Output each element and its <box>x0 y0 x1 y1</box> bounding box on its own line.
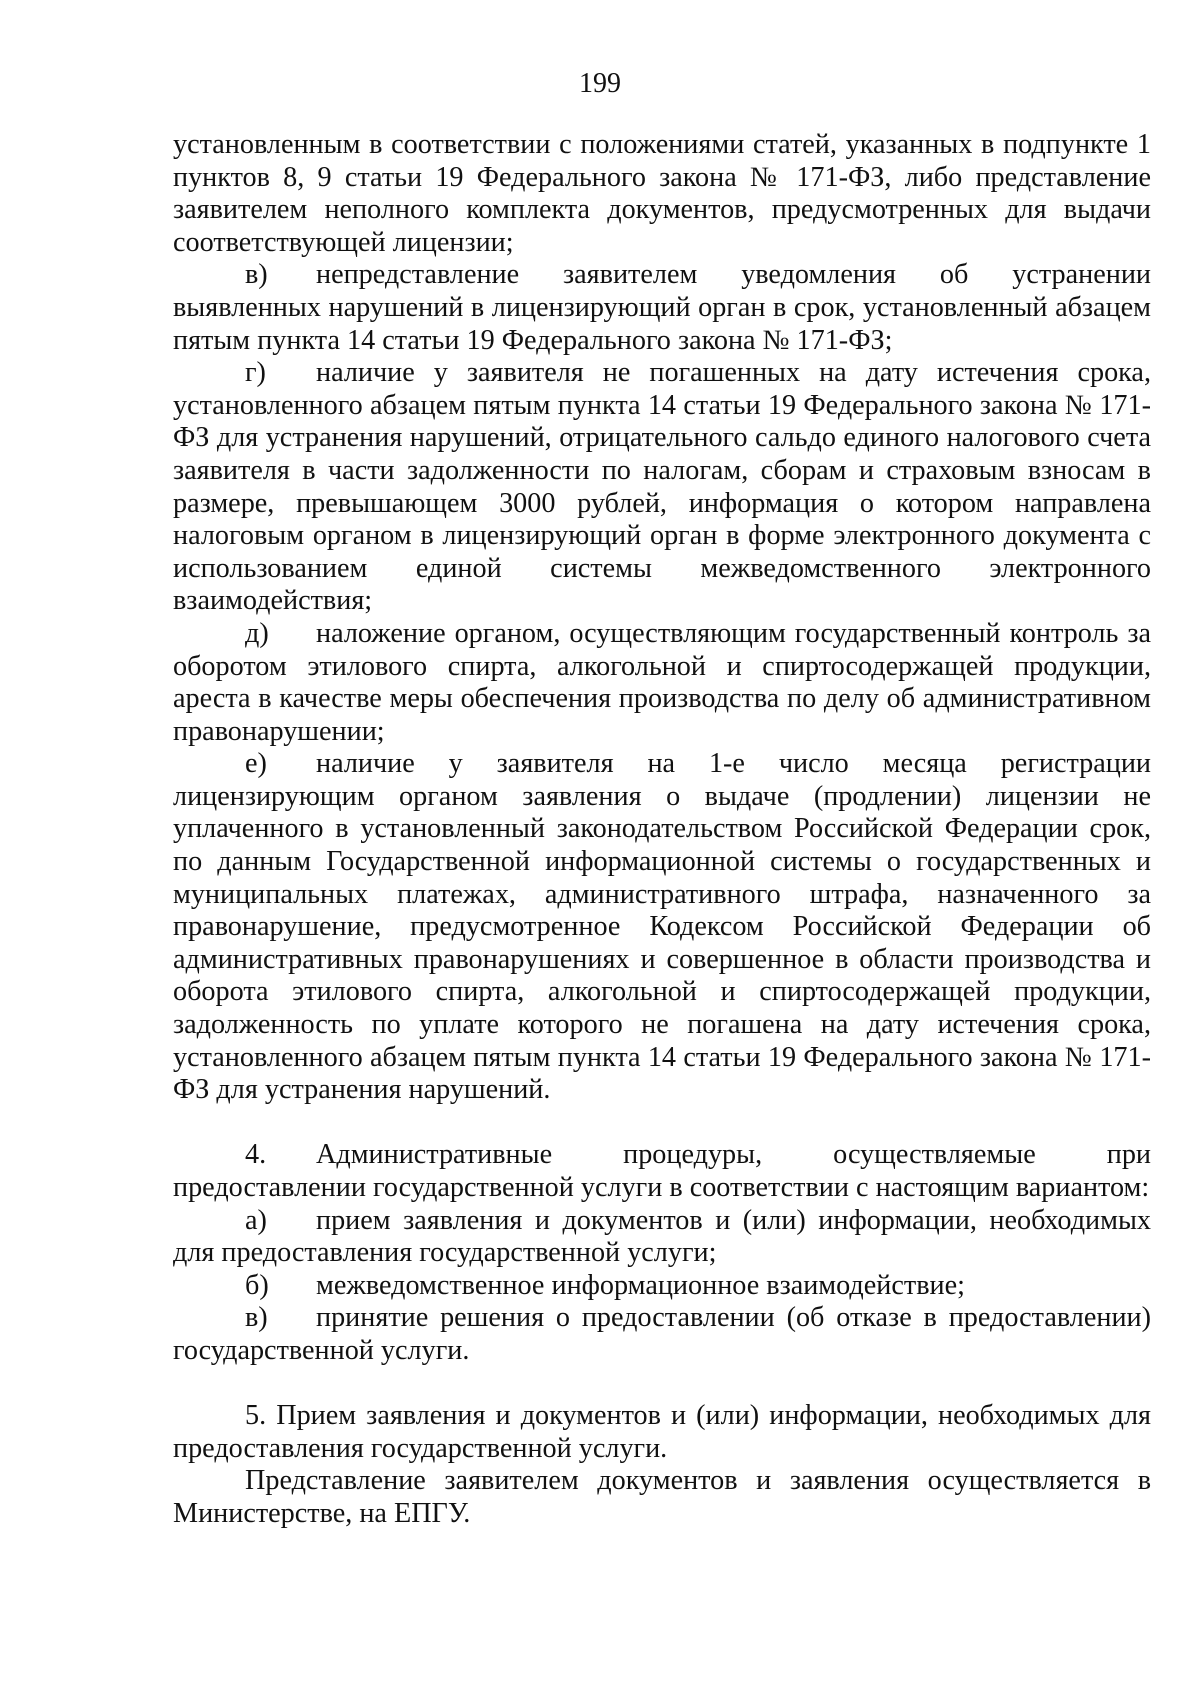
list-item-b <box>173 1270 1151 1303</box>
paragraph-text: непредставление заявителем уведомления об устранении выявленных нарушений в лицензирующий орган в срок, установленный абзацем пятым пункта 14 статьи 19 Федерального закона № 171-ФЗ; <box>173 259 1151 356</box>
blank-line <box>173 1368 1151 1401</box>
paragraph-text: наложение органом, осуществляющим государственный контроль за оборотом этилового спирта, алкогольной и спиртосодержащей продукции, ареста в качестве меры обеспечения производства по делу об административном правонарушении; <box>173 617 1151 747</box>
section-5-heading <box>173 1400 1151 1465</box>
list-marker: г) <box>245 357 266 389</box>
list-item-e <box>173 748 1151 1107</box>
paragraph-text: Представление заявителем документов и заявления осуществляется в Министерстве, на ЕПГУ. <box>173 1465 1151 1529</box>
paragraph-text: принятие решения о предоставлении (об отказе в предоставлении) государственной услуги. <box>173 1302 1151 1366</box>
list-marker: в) <box>245 1302 268 1334</box>
list-item-v2 <box>173 1302 1151 1367</box>
page-number: 199 <box>579 68 621 99</box>
list-item-g <box>173 357 1151 618</box>
list-item-v <box>173 259 1151 357</box>
list-marker: д) <box>245 617 269 649</box>
paragraph-text: установленным в соответствии с положениями статей, указанных в подпункте 1 пунктов 8, 9 статьи 19 Федерального закона № 171-ФЗ, либо представление заявителем неполного комплекта документов, предусмотренных для выдачи соответствующей лицензии; <box>173 129 1151 258</box>
blank-line <box>173 1107 1151 1140</box>
paragraph <box>173 1465 1151 1530</box>
section-4-heading <box>173 1139 1151 1204</box>
paragraph-text: наличие у заявителя не погашенных на дату истечения срока, установленного абзацем пятым пункта 14 статьи 19 Федерального закона № 171-ФЗ для устранения нарушений, отрицательного сальдо единого налогового счета заявителя в части задолженности по налогам, сборам и страховым взносам в размере, превышающем 3000 рублей, информация о котором направлена налоговым органом в лицензирующий орган в форме электронного документа с использованием единой системы межведомственного электронного взаимодействия; <box>173 357 1151 617</box>
paragraph-text: наличие у заявителя на 1-е число месяца регистрации лицензирующим органом заявления о выдаче (продлении) лицензии не уплаченного в установленный законодательством Российской Федерации срок, по данным Государственной информационной системы о государственных и муниципальных платежах, административного штрафа, назначенного за правонарушение, предусмотренное Кодексом Российской Федерации об административных правонарушениях и совершенное в области производства и оборота этилового спирта, алкогольной и спиртосодержащей продукции, задолженность по уплате которого не погашена на дату истечения срока, установленного абзацем пятым пункта 14 статьи 19 Федерального закона № 171-ФЗ для устранения нарушений. <box>173 748 1151 1106</box>
section-number: 4. <box>245 1139 267 1171</box>
list-marker: в) <box>245 259 268 291</box>
list-marker: а) <box>245 1204 267 1236</box>
list-marker: б) <box>245 1269 269 1301</box>
paragraph-text: Административные процедуры, осуществляемые при предоставлении государственной услуги в соответствии с настоящим вариантом: <box>173 1139 1151 1203</box>
paragraph-text: прием заявления и документов и (или) информации, необходимых для предоставления государственной услуги; <box>173 1204 1151 1269</box>
list-item-d <box>173 618 1151 748</box>
paragraph-text: 5. Прием заявления и документов и (или) информации, необходимых для предоставления государственной услуги. <box>173 1400 1151 1464</box>
list-item-a <box>173 1205 1151 1270</box>
paragraph-continuation <box>173 129 1151 259</box>
document-body <box>173 129 1151 1531</box>
paragraph-text: межведомственное информационное взаимодействие; <box>316 1269 965 1301</box>
list-marker: е) <box>245 748 267 780</box>
